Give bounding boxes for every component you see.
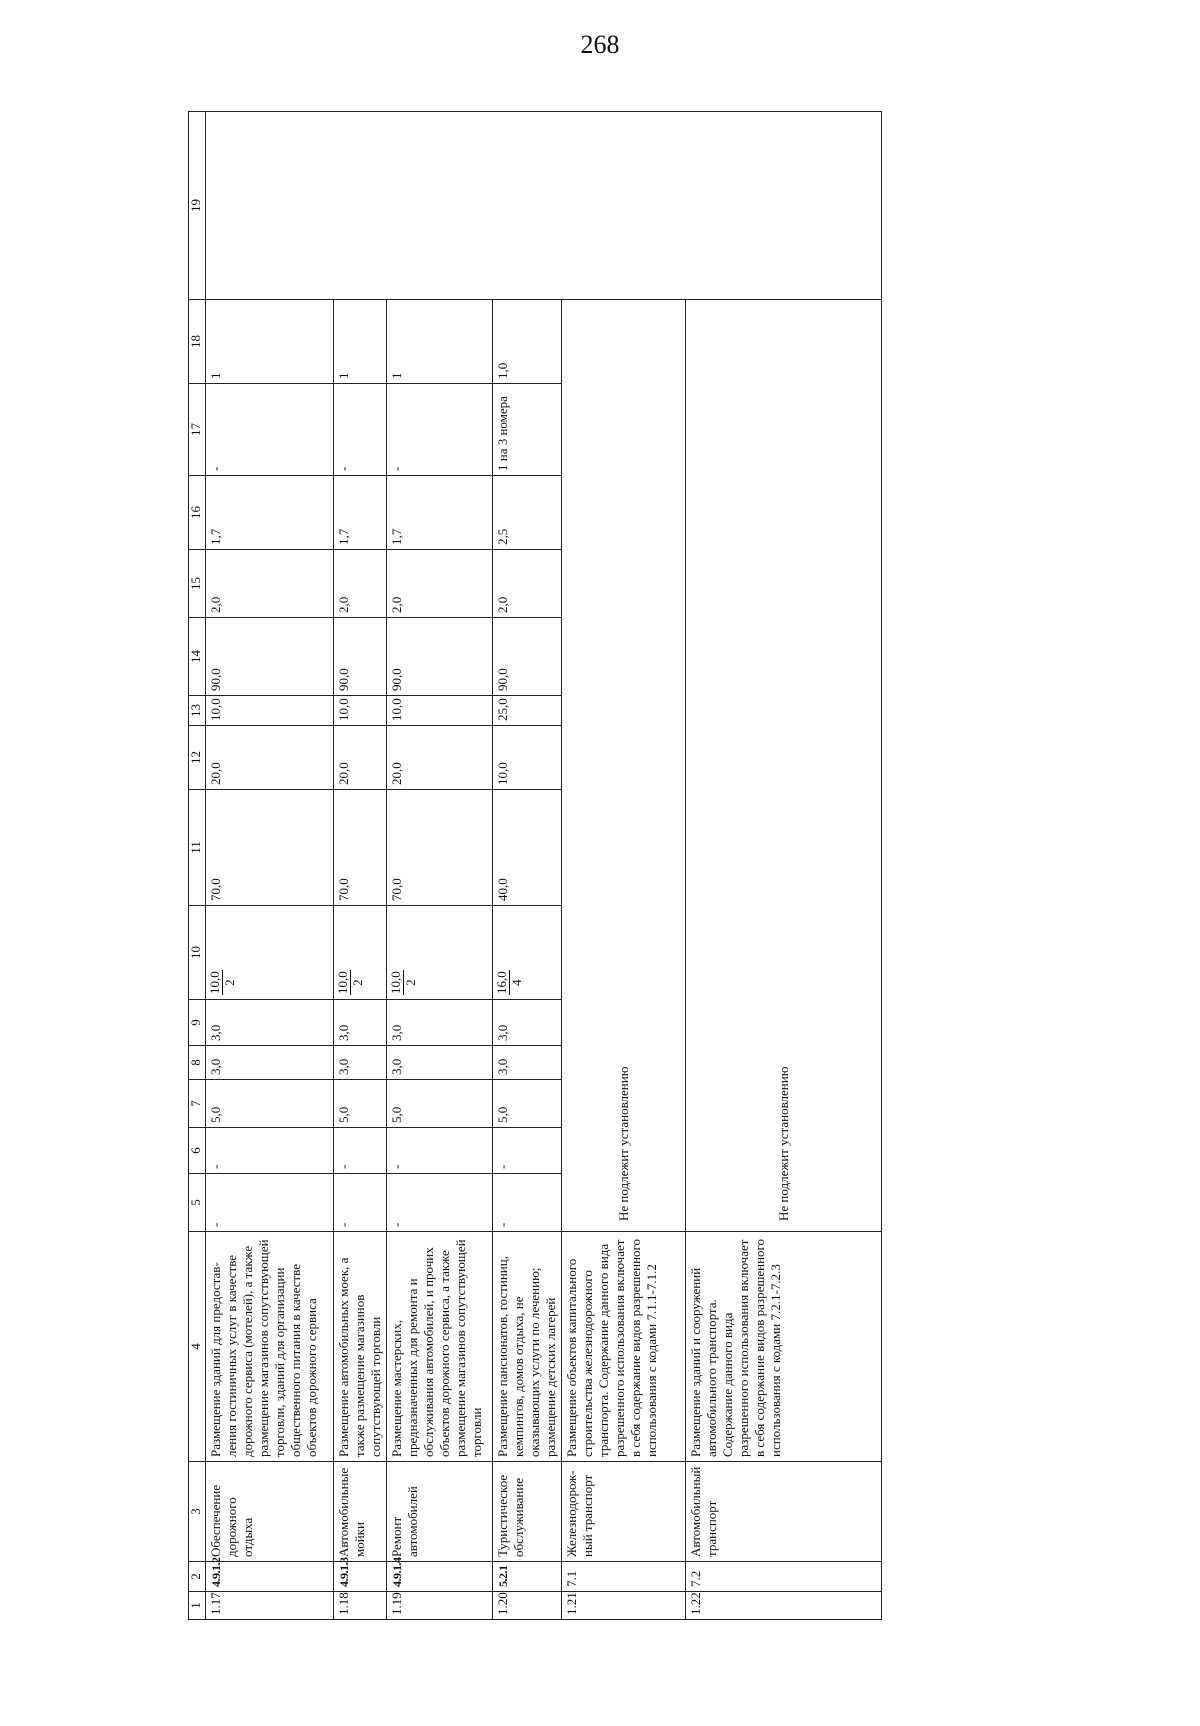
fraction-denominator: 2 bbox=[350, 979, 365, 986]
cell-10 bbox=[493, 906, 562, 1000]
cell-12: 20,0 bbox=[334, 726, 387, 790]
cell-19 bbox=[206, 112, 882, 300]
row-code: 4.9.1.3 bbox=[334, 1562, 387, 1592]
cell-16: 2,5 bbox=[493, 476, 562, 550]
row-description: Размещение пансионатов, гостиниц, кемпингов, домов отдыха, не оказывающих услуги по лечению; размещение детских лагерей bbox=[493, 1232, 562, 1462]
cell-16: 1,7 bbox=[334, 476, 387, 550]
cell-16: 1,7 bbox=[206, 476, 334, 550]
cell-9: 3,0 bbox=[206, 1000, 334, 1046]
cell-17: 1 на 3 номера bbox=[493, 384, 562, 476]
fraction bbox=[208, 970, 237, 995]
col-header: 4 bbox=[189, 1232, 206, 1462]
row-description: Размещение автомобильных моек, а также размещение магазинов сопутствующей торговли bbox=[334, 1232, 387, 1462]
col-header: 18 bbox=[189, 300, 206, 384]
row-name: Обеспечение дорожного отдыха bbox=[206, 1462, 334, 1562]
row-description: Размещение мастерских, предназначенных для ремонта и обслуживания автомобилей, и прочих объектов дорожного сервиса, а также размещение магазинов сопутствующей торговли bbox=[387, 1232, 493, 1462]
col-header: 15 bbox=[189, 550, 206, 618]
cell-13: 10,0 bbox=[206, 696, 334, 726]
fraction bbox=[389, 970, 418, 995]
cell-9: 3,0 bbox=[387, 1000, 493, 1046]
row-number: 1.21 bbox=[562, 1592, 686, 1620]
row-code: 4.9.1.2 bbox=[206, 1562, 334, 1592]
col-header: 7 bbox=[189, 1080, 206, 1128]
cell-12: 20,0 bbox=[387, 726, 493, 790]
fraction-numerator: 16,0 bbox=[494, 971, 509, 994]
col-header: 8 bbox=[189, 1046, 206, 1080]
row-number: 1.17 bbox=[206, 1592, 334, 1620]
cell-13: 10,0 bbox=[334, 696, 387, 726]
cell-8: 3,0 bbox=[387, 1046, 493, 1080]
cell-10 bbox=[334, 906, 387, 1000]
row-code: 7.2 bbox=[686, 1562, 882, 1592]
fraction-numerator: 10,0 bbox=[388, 971, 403, 994]
cell-17: - bbox=[334, 384, 387, 476]
cell-6: - bbox=[206, 1128, 334, 1174]
cell-15: 2,0 bbox=[387, 550, 493, 618]
cell-14: 90,0 bbox=[387, 618, 493, 696]
fraction-denominator: 2 bbox=[403, 979, 418, 986]
cell-15: 2,0 bbox=[206, 550, 334, 618]
row-name: Туристическое обслуживание bbox=[493, 1462, 562, 1562]
zoning-parameters-table bbox=[188, 111, 882, 1620]
cell-8: 3,0 bbox=[493, 1046, 562, 1080]
fraction-numerator: 10,0 bbox=[207, 971, 222, 994]
cell-7: 5,0 bbox=[493, 1080, 562, 1128]
cell-17: - bbox=[387, 384, 493, 476]
col-header: 5 bbox=[189, 1174, 206, 1232]
col-header: 16 bbox=[189, 476, 206, 550]
row-name: Автомобильные мойки bbox=[334, 1462, 387, 1562]
cell-12: 20,0 bbox=[206, 726, 334, 790]
cell-14: 90,0 bbox=[493, 618, 562, 696]
cell-6: - bbox=[334, 1128, 387, 1174]
col-header: 14 bbox=[189, 618, 206, 696]
cell-18: 1 bbox=[387, 300, 493, 384]
table-row bbox=[206, 112, 334, 1620]
fraction bbox=[495, 970, 524, 995]
row-number: 1.22 bbox=[686, 1592, 882, 1620]
cell-5: - bbox=[387, 1174, 493, 1232]
row-code: 7.1 bbox=[562, 1562, 686, 1592]
col-header: 6 bbox=[189, 1128, 206, 1174]
fraction-numerator: 10,0 bbox=[335, 971, 350, 994]
col-header: 10 bbox=[189, 906, 206, 1000]
cell-10 bbox=[387, 906, 493, 1000]
cell-15: 2,0 bbox=[334, 550, 387, 618]
cell-6: - bbox=[493, 1128, 562, 1174]
cell-9: 3,0 bbox=[334, 1000, 387, 1046]
cell-9: 3,0 bbox=[493, 1000, 562, 1046]
cell-18: 1,0 bbox=[493, 300, 562, 384]
cell-11: 70,0 bbox=[387, 790, 493, 906]
cell-5: - bbox=[493, 1174, 562, 1232]
cell-13: 25,0 bbox=[493, 696, 562, 726]
row-description: Размещение объектов капитального строительства железнодорожного транспорта. Содержание данного вида разрешенного использования включает в себя содержание видов разрешенного использования с кодами 7.1.1-7.1.2 bbox=[562, 1232, 686, 1462]
table-row bbox=[334, 112, 387, 1620]
fraction-denominator: 4 bbox=[509, 979, 524, 986]
row-description: Размещение зданий для предостав-ления гостиничных услуг в качестве дорожного сервиса (мотелей), а также размещение магазинов сопутствующей торговли, зданий для организации общественного питания в качестве объектов дорожного сервиса bbox=[206, 1232, 334, 1462]
cell-12: 10,0 bbox=[493, 726, 562, 790]
row-number: 1.20 bbox=[493, 1592, 562, 1620]
rotated-table-container bbox=[188, 112, 872, 1620]
cell-8: 3,0 bbox=[334, 1046, 387, 1080]
table-row bbox=[493, 112, 562, 1620]
row-name: Автомобильный транспорт bbox=[686, 1462, 882, 1562]
header-row bbox=[189, 112, 206, 1620]
cell-11: 70,0 bbox=[206, 790, 334, 906]
col-header: 12 bbox=[189, 726, 206, 790]
col-header: 1 bbox=[189, 1592, 206, 1620]
table-row bbox=[387, 112, 493, 1620]
row-description: Размещение зданий и сооружений автомобильного транспорта. Содержание данного вида разрешенного использования включает в себя содержание видов разрешенного использования с кодами 7.2.1-7.2.3 bbox=[686, 1232, 882, 1462]
col-header: 2 bbox=[189, 1562, 206, 1592]
cell-11: 40,0 bbox=[493, 790, 562, 906]
row-number: 1.19 bbox=[387, 1592, 493, 1620]
cell-10 bbox=[206, 906, 334, 1000]
row-name: Ремонт автомобилей bbox=[387, 1462, 493, 1562]
cell-6: - bbox=[387, 1128, 493, 1174]
cell-14: 90,0 bbox=[334, 618, 387, 696]
cell-13: 10,0 bbox=[387, 696, 493, 726]
cell-15: 2,0 bbox=[493, 550, 562, 618]
row-name: Железнодорож-ный транспорт bbox=[562, 1462, 686, 1562]
row-code: 4.9.1.4 bbox=[387, 1562, 493, 1592]
table-row bbox=[562, 112, 686, 1620]
col-header: 17 bbox=[189, 384, 206, 476]
cell-5: - bbox=[334, 1174, 387, 1232]
cell-16: 1,7 bbox=[387, 476, 493, 550]
col-header: 11 bbox=[189, 790, 206, 906]
cell-5: - bbox=[206, 1174, 334, 1232]
col-header: 3 bbox=[189, 1462, 206, 1562]
fraction-denominator: 2 bbox=[222, 979, 237, 986]
fraction bbox=[336, 970, 365, 995]
page-number: 268 bbox=[580, 30, 620, 59]
cell-17: - bbox=[206, 384, 334, 476]
cell-18: 1 bbox=[334, 300, 387, 384]
not-established-cell: Не подлежит установлению bbox=[562, 300, 686, 1232]
cell-18: 1 bbox=[206, 300, 334, 384]
cell-11: 70,0 bbox=[334, 790, 387, 906]
not-established-cell: Не подлежит установлению bbox=[686, 300, 882, 1232]
cell-14: 90,0 bbox=[206, 618, 334, 696]
cell-8: 3,0 bbox=[206, 1046, 334, 1080]
col-header: 9 bbox=[189, 1000, 206, 1046]
row-number: 1.18 bbox=[334, 1592, 387, 1620]
col-header: 13 bbox=[189, 696, 206, 726]
col-header: 19 bbox=[189, 112, 206, 300]
cell-7: 5,0 bbox=[387, 1080, 493, 1128]
cell-7: 5,0 bbox=[334, 1080, 387, 1128]
table-row bbox=[686, 112, 882, 1620]
cell-7: 5,0 bbox=[206, 1080, 334, 1128]
row-code: 5.2.1 bbox=[493, 1562, 562, 1592]
